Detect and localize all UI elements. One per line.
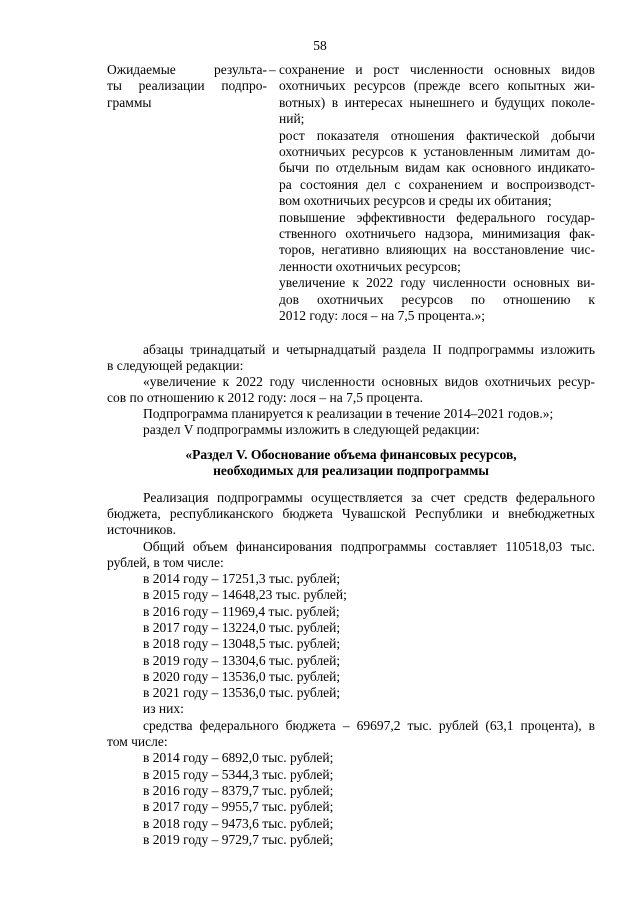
- year-line: в 2017 году – 13224,0 тыс. рублей;: [143, 620, 341, 635]
- right-line: охотничьих ресурсов к установленным лимитам до-: [279, 144, 595, 160]
- year-line: в 2019 году – 9729,7 тыс. рублей;: [143, 832, 334, 847]
- left-line: Ожидаемые результа-: [107, 62, 267, 77]
- section-heading: «Раздел V. Обоснование объема финансовых ресурсов,: [185, 447, 517, 462]
- right-line: ра состояния дел с сохранением и воспроизводст-: [279, 176, 595, 192]
- section-line: бюджета, республиканского бюджета Чувашской Республики и внебюджетных: [107, 506, 595, 521]
- year-line: в 2016 году – 11969,4 тыс. рублей;: [143, 604, 340, 619]
- body-line: абзацы тринадцатый и четырнадцатый раздела II подпрограммы изложить: [143, 342, 595, 357]
- left-line: ты реализации подпро-: [107, 78, 267, 94]
- right-line: повышение эффективности федерального государ-: [279, 209, 595, 225]
- right-line: 2012 году: лося – на 7,5 процента.»;: [279, 308, 485, 324]
- right-line: дов охотничьих ресурсов по отношению к: [279, 291, 595, 307]
- year-line: в 2015 году – 5344,3 тыс. рублей;: [143, 767, 334, 782]
- body-line: «увеличение к 2022 году численности основных видов охотничьих ресур-: [143, 374, 595, 389]
- section-line: рублей, в том числе:: [107, 555, 224, 570]
- year-line: в 2014 году – 6892,0 тыс. рублей;: [143, 750, 334, 765]
- section-line: Общий объем финансирования подпрограммы составляет 110518,03 тыс.: [143, 539, 595, 554]
- body-line: Подпрограмма планируется к реализации в течение 2014–2021 годов.»;: [143, 406, 554, 421]
- body-line: сов по отношению к 2012 году: лося – на 7,5 процента.: [107, 390, 423, 405]
- body-line: раздел V подпрограммы изложить в следующей редакции:: [143, 422, 480, 437]
- right-line: сохранение и рост численности основных видов: [279, 62, 595, 77]
- left-line: граммы: [107, 94, 152, 110]
- section-line: Реализация подпрограммы осуществляется за счет средств федерального: [143, 490, 595, 505]
- right-line: торов, негативно влияющих на восстановление чис-: [279, 242, 595, 258]
- right-line: охотничьих ресурсов (прежде всего копытных жи-: [279, 78, 595, 94]
- table-right-cell: [279, 62, 595, 325]
- right-line: ленности охотничьих ресурсов;: [279, 258, 461, 274]
- year-line: в 2020 году – 13536,0 тыс. рублей;: [143, 669, 341, 684]
- section-line: средства федерального бюджета – 69697,2 тыс. рублей (63,1 процента), в: [143, 718, 595, 733]
- right-line: бычи по отдельным видам как основного индикато-: [279, 160, 595, 176]
- year-line: в 2014 году – 17251,3 тыс. рублей;: [143, 571, 341, 586]
- year-line: в 2015 году – 14648,23 тыс. рублей;: [143, 587, 347, 602]
- year-line: в 2018 году – 9473,6 тыс. рублей;: [143, 816, 334, 831]
- year-line: в 2017 году – 9955,7 тыс. рублей;: [143, 799, 334, 814]
- year-line: в 2019 году – 13304,6 тыс. рублей;: [143, 653, 341, 668]
- table-left-cell: [107, 62, 267, 111]
- section-line: из них:: [143, 701, 184, 716]
- section-line: том числе:: [107, 734, 168, 749]
- right-line: вом охотничьих ресурсов и среды их обитания;: [279, 193, 552, 209]
- section-heading: необходимых для реализации подпрограммы: [213, 463, 489, 478]
- right-line: вотных) в интересах нынешнего и будущих поколе-: [279, 94, 595, 110]
- right-line: ственного охотничьего надзора, минимизация фак-: [279, 226, 595, 242]
- page-number: 58: [313, 38, 327, 53]
- year-line: в 2016 году – 8379,7 тыс. рублей;: [143, 783, 334, 798]
- year-line: в 2018 году – 13048,5 тыс. рублей;: [143, 636, 341, 651]
- right-line: ний;: [279, 111, 305, 127]
- year-line: в 2021 году – 13536,0 тыс. рублей;: [143, 685, 341, 700]
- right-line: увеличение к 2022 году численности основных ви-: [279, 275, 595, 291]
- table-dash: –: [269, 62, 276, 77]
- body-line: в следующей редакции:: [107, 358, 244, 373]
- right-line: рост показателя отношения фактической добычи: [279, 127, 595, 143]
- section-line: источников.: [107, 522, 176, 537]
